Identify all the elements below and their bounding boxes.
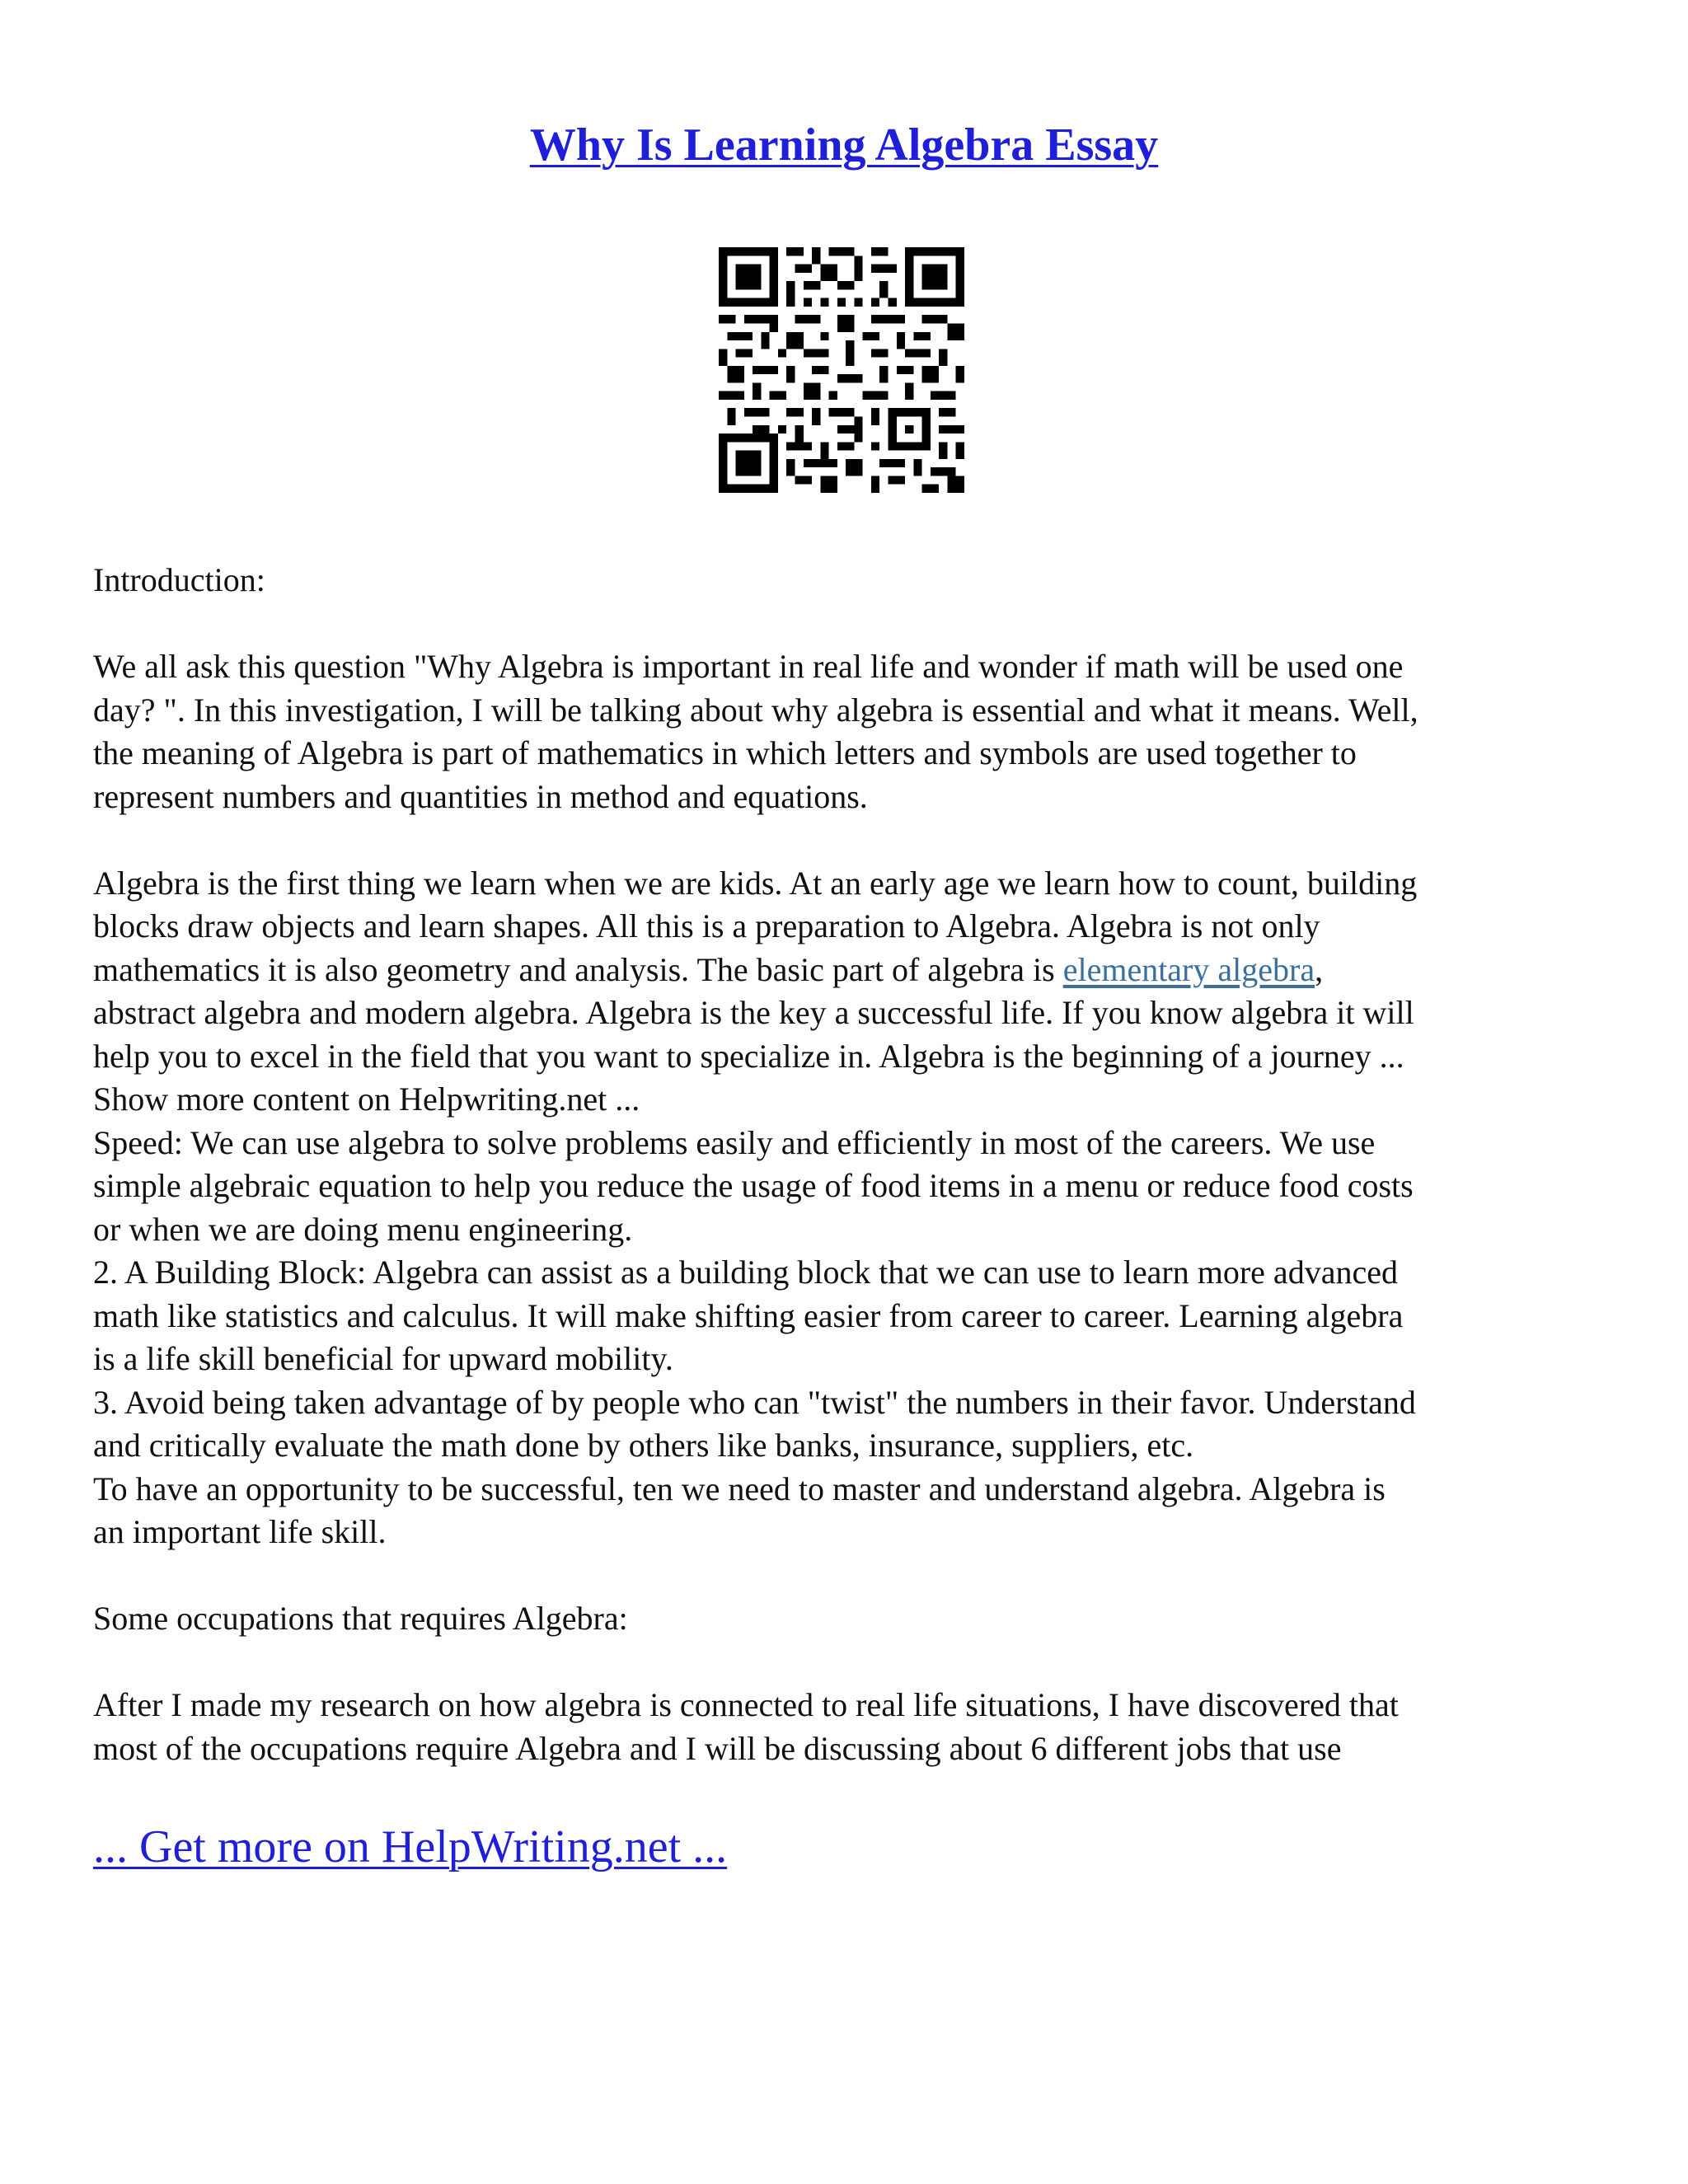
paragraph-gap <box>93 818 1601 862</box>
paragraph-line: simple algebraic equation to help you reduce the usage of food items in a menu or reduce food costs <box>93 1167 1414 1204</box>
text-after-link: , <box>1315 950 1324 988</box>
text-before-link: mathematics it is also geometry and analysis. The basic part of algebra is <box>93 950 1063 988</box>
paragraph-line: math like statistics and calculus. It will make shifting easier from career to career. Learning algebra <box>93 1296 1404 1334</box>
paragraph-line: and critically evaluate the math done by others like banks, insurance, suppliers, etc. <box>93 1427 1194 1464</box>
elementary-algebra-link[interactable]: elementary algebra <box>1062 950 1315 988</box>
intro-heading: Introduction: <box>93 561 265 598</box>
paragraph-line: most of the occupations require Algebra and I will be discussing about 6 different jobs that use <box>93 1729 1342 1767</box>
paragraph-line: or when we are doing menu engineering. <box>93 1210 633 1248</box>
paragraph-line: 2. A Building Block: Algebra can assist as a building block that we can use to learn more advanced <box>93 1254 1398 1291</box>
paragraph-line: represent numbers and quantities in method and equations. <box>93 777 868 815</box>
title-link[interactable]: Why Is Learning Algebra Essay <box>529 120 1159 171</box>
paragraph-line: 3. Avoid being taken advantage of by people who can "twist" the numbers in their favor. Understand <box>93 1383 1416 1421</box>
paragraph-line: help you to excel in the field that you want to specialize in. Algebra is the beginning of a journey ... <box>93 1037 1404 1075</box>
paragraph-gap <box>93 602 1601 646</box>
paragraph-line: blocks draw objects and learn shapes. All this is a preparation to Algebra. Algebra is not only <box>93 907 1320 944</box>
page-title <box>0 115 1688 175</box>
paragraph-line: After I made my research on how algebra is connected to real life situations, I have discovered that <box>93 1686 1399 1723</box>
paragraph-line: is a life skill beneficial for upward mobility. <box>93 1340 673 1377</box>
occupations-heading: Some occupations that requires Algebra: <box>93 1600 628 1637</box>
paragraph-line: day? ". In this investigation, I will be talking about why algebra is essential and what it means. Well, <box>93 691 1418 729</box>
qr-code-icon <box>719 247 964 493</box>
paragraph-gap <box>93 1554 1601 1598</box>
paragraph-line: Algebra is the first thing we learn when we are kids. At an early age we learn how to count, building <box>93 864 1418 902</box>
get-more-link[interactable]: ... Get more on HelpWriting.net ... <box>93 1821 728 1872</box>
footer-link-container <box>93 1817 727 1877</box>
paragraph-line-with-link <box>93 949 1601 992</box>
show-more-line: Show more content on Helpwriting.net ... <box>93 1080 640 1118</box>
paragraph-line: the meaning of Algebra is part of mathematics in which letters and symbols are used together to <box>93 734 1357 771</box>
paragraph-line: an important life skill. <box>93 1513 387 1550</box>
paragraph-line: abstract algebra and modern algebra. Algebra is the key a successful life. If you know algebra it will <box>93 994 1414 1031</box>
essay-body <box>93 559 1601 1770</box>
paragraph-line: To have an opportunity to be successful, ten we need to master and understand algebra. Algebra is <box>93 1469 1386 1507</box>
paragraph-line: Speed: We can use algebra to solve problems easily and efficiently in most of the careers. We use <box>93 1123 1376 1161</box>
paragraph-line: We all ask this question "Why Algebra is important in real life and wonder if math will be used one <box>93 648 1404 685</box>
paragraph-gap <box>93 1641 1601 1685</box>
